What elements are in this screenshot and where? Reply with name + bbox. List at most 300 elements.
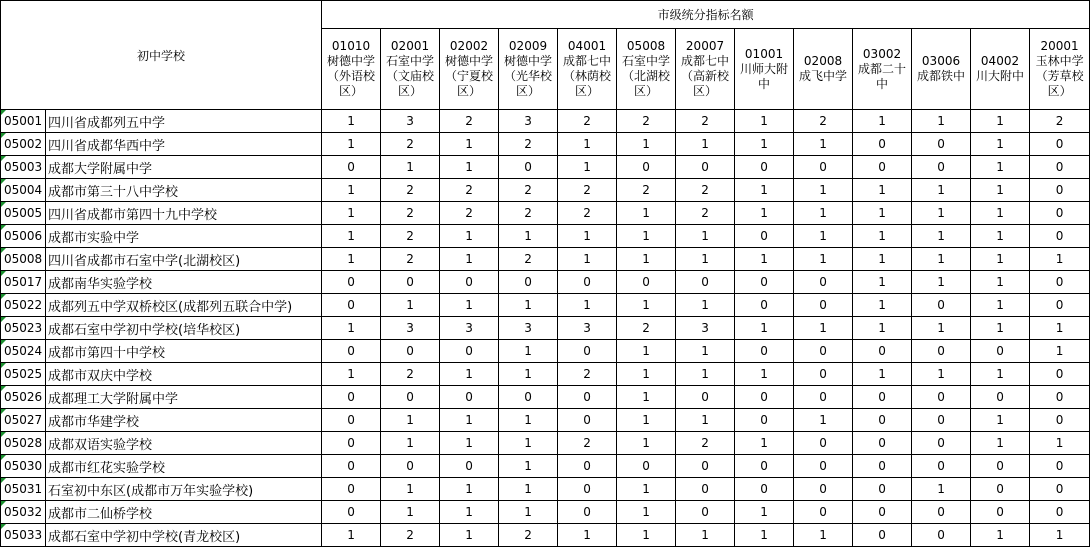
- school-code-cell[interactable]: 05005: [1, 202, 46, 225]
- quota-cell[interactable]: 0: [735, 271, 794, 294]
- school-name-cell[interactable]: 成都石室中学初中学校(青龙校区): [46, 524, 322, 547]
- quota-cell[interactable]: 0: [1030, 179, 1090, 202]
- quota-cell[interactable]: 2: [499, 133, 558, 156]
- quota-cell[interactable]: 1: [735, 501, 794, 524]
- quota-cell[interactable]: 2: [381, 248, 440, 271]
- quota-cell[interactable]: 0: [1030, 409, 1090, 432]
- column-header-04001[interactable]: [558, 29, 617, 110]
- quota-cell[interactable]: 3: [381, 110, 440, 133]
- quota-cell[interactable]: 0: [440, 386, 499, 409]
- quota-cell[interactable]: 2: [440, 179, 499, 202]
- quota-cell[interactable]: 0: [1030, 294, 1090, 317]
- school-name-cell[interactable]: 四川省成都列五中学: [46, 110, 322, 133]
- school-code-cell[interactable]: 05008: [1, 248, 46, 271]
- quota-cell[interactable]: 0: [440, 340, 499, 363]
- quota-cell[interactable]: 1: [322, 202, 381, 225]
- quota-cell[interactable]: 0: [971, 340, 1030, 363]
- quota-cell[interactable]: 0: [676, 501, 735, 524]
- quota-cell[interactable]: 1: [440, 133, 499, 156]
- quota-cell[interactable]: 1: [499, 294, 558, 317]
- quota-cell[interactable]: 0: [853, 340, 912, 363]
- quota-cell[interactable]: 1: [912, 248, 971, 271]
- quota-cell[interactable]: 1: [558, 248, 617, 271]
- quota-cell[interactable]: 1: [499, 409, 558, 432]
- quota-cell[interactable]: 1: [912, 202, 971, 225]
- quota-cell[interactable]: 1: [735, 432, 794, 455]
- quota-cell[interactable]: 2: [617, 179, 676, 202]
- quota-cell[interactable]: 1: [735, 202, 794, 225]
- school-code-cell[interactable]: 05023: [1, 317, 46, 340]
- quota-cell[interactable]: 1: [853, 179, 912, 202]
- quota-cell[interactable]: 2: [558, 432, 617, 455]
- quota-cell[interactable]: 1: [440, 294, 499, 317]
- quota-cell[interactable]: 0: [381, 340, 440, 363]
- quota-cell[interactable]: 2: [440, 110, 499, 133]
- quota-cell[interactable]: 1: [499, 478, 558, 501]
- quota-cell[interactable]: 1: [381, 501, 440, 524]
- quota-cell[interactable]: 1: [676, 248, 735, 271]
- quota-cell[interactable]: 3: [381, 317, 440, 340]
- quota-cell[interactable]: 0: [912, 409, 971, 432]
- quota-cell[interactable]: 2: [381, 363, 440, 386]
- quota-cell[interactable]: 0: [735, 455, 794, 478]
- quota-cell[interactable]: 1: [912, 271, 971, 294]
- quota-cell[interactable]: 1: [1030, 317, 1090, 340]
- quota-cell[interactable]: 1: [1030, 432, 1090, 455]
- quota-cell[interactable]: 2: [499, 202, 558, 225]
- quota-cell[interactable]: 3: [558, 317, 617, 340]
- quota-cell[interactable]: 0: [1030, 386, 1090, 409]
- quota-cell[interactable]: 1: [499, 455, 558, 478]
- quota-cell[interactable]: 0: [794, 455, 853, 478]
- school-code-cell[interactable]: 05022: [1, 294, 46, 317]
- quota-cell[interactable]: 1: [381, 432, 440, 455]
- quota-cell[interactable]: 1: [853, 202, 912, 225]
- column-header-20001[interactable]: [1030, 29, 1090, 110]
- quota-cell[interactable]: 2: [676, 202, 735, 225]
- quota-cell[interactable]: 1: [499, 501, 558, 524]
- quota-cell[interactable]: 1: [617, 133, 676, 156]
- column-header-05008[interactable]: [617, 29, 676, 110]
- quota-cell[interactable]: 0: [322, 455, 381, 478]
- school-name-cell[interactable]: 石室初中东区(成都市万年实验学校): [46, 478, 322, 501]
- school-code-cell[interactable]: 05002: [1, 133, 46, 156]
- quota-cell[interactable]: 2: [794, 110, 853, 133]
- quota-cell[interactable]: 3: [499, 110, 558, 133]
- quota-cell[interactable]: 1: [499, 363, 558, 386]
- school-name-cell[interactable]: 成都市实验中学: [46, 225, 322, 248]
- school-code-cell[interactable]: 05024: [1, 340, 46, 363]
- quota-cell[interactable]: 1: [381, 478, 440, 501]
- school-code-cell[interactable]: 05026: [1, 386, 46, 409]
- school-name-cell[interactable]: 成都市第四十中学校: [46, 340, 322, 363]
- quota-cell[interactable]: 1: [853, 271, 912, 294]
- quota-cell[interactable]: 0: [794, 363, 853, 386]
- quota-cell[interactable]: 2: [381, 202, 440, 225]
- quota-cell[interactable]: 0: [971, 386, 1030, 409]
- quota-cell[interactable]: 1: [971, 524, 1030, 547]
- column-header-02008[interactable]: [794, 29, 853, 110]
- school-code-cell[interactable]: 05027: [1, 409, 46, 432]
- quota-cell[interactable]: 0: [794, 340, 853, 363]
- quota-cell[interactable]: 1: [735, 110, 794, 133]
- quota-cell[interactable]: 1: [971, 110, 1030, 133]
- quota-cell[interactable]: 0: [853, 156, 912, 179]
- quota-cell[interactable]: 1: [676, 409, 735, 432]
- quota-cell[interactable]: 1: [735, 317, 794, 340]
- quota-cell[interactable]: 1: [735, 363, 794, 386]
- quota-cell[interactable]: 0: [853, 409, 912, 432]
- quota-cell[interactable]: 1: [322, 363, 381, 386]
- quota-cell[interactable]: 2: [1030, 110, 1090, 133]
- quota-cell[interactable]: 1: [440, 478, 499, 501]
- quota-cell[interactable]: 1: [735, 179, 794, 202]
- quota-cell[interactable]: 0: [971, 478, 1030, 501]
- quota-cell[interactable]: 1: [617, 432, 676, 455]
- quota-cell[interactable]: 0: [676, 478, 735, 501]
- quota-cell[interactable]: 1: [676, 225, 735, 248]
- school-code-cell[interactable]: 05030: [1, 455, 46, 478]
- quota-cell[interactable]: 1: [617, 225, 676, 248]
- quota-cell[interactable]: 2: [381, 225, 440, 248]
- quota-cell[interactable]: 2: [676, 110, 735, 133]
- quota-cell[interactable]: 1: [971, 409, 1030, 432]
- quota-cell[interactable]: 1: [617, 501, 676, 524]
- quota-cell[interactable]: 0: [499, 271, 558, 294]
- school-name-cell[interactable]: 成都理工大学附属中学: [46, 386, 322, 409]
- quota-cell[interactable]: 0: [440, 455, 499, 478]
- quota-cell[interactable]: 1: [971, 248, 1030, 271]
- quota-cell[interactable]: 0: [1030, 455, 1090, 478]
- quota-cell[interactable]: 1: [558, 294, 617, 317]
- column-header-03002[interactable]: [853, 29, 912, 110]
- quota-cell[interactable]: 1: [499, 340, 558, 363]
- quota-cell[interactable]: 1: [676, 133, 735, 156]
- school-code-cell[interactable]: 05025: [1, 363, 46, 386]
- quota-cell[interactable]: 1: [912, 317, 971, 340]
- quota-cell[interactable]: 1: [617, 363, 676, 386]
- quota-cell[interactable]: 0: [735, 294, 794, 317]
- quota-cell[interactable]: 1: [971, 179, 1030, 202]
- quota-cell[interactable]: 1: [440, 248, 499, 271]
- quota-cell[interactable]: 1: [971, 202, 1030, 225]
- quota-cell[interactable]: 0: [735, 478, 794, 501]
- quota-cell[interactable]: 1: [617, 294, 676, 317]
- quota-cell[interactable]: 0: [794, 271, 853, 294]
- quota-cell[interactable]: 1: [617, 248, 676, 271]
- quota-cell[interactable]: 1: [853, 225, 912, 248]
- quota-cell[interactable]: 1: [558, 225, 617, 248]
- quota-cell[interactable]: 0: [912, 455, 971, 478]
- quota-cell[interactable]: 0: [794, 478, 853, 501]
- quota-cell[interactable]: 0: [853, 432, 912, 455]
- quota-cell[interactable]: 1: [735, 524, 794, 547]
- column-header-04002[interactable]: [971, 29, 1030, 110]
- column-header-02001[interactable]: [381, 29, 440, 110]
- quota-cell[interactable]: 2: [676, 432, 735, 455]
- quota-cell[interactable]: 1: [322, 524, 381, 547]
- quota-cell[interactable]: 1: [1030, 248, 1090, 271]
- school-name-cell[interactable]: 成都列五中学双桥校区(成都列五联合中学): [46, 294, 322, 317]
- quota-cell[interactable]: 0: [440, 271, 499, 294]
- quota-cell[interactable]: 0: [912, 294, 971, 317]
- quota-cell[interactable]: 0: [735, 340, 794, 363]
- quota-cell[interactable]: 1: [853, 363, 912, 386]
- quota-cell[interactable]: 2: [558, 110, 617, 133]
- quota-cell[interactable]: 0: [794, 432, 853, 455]
- school-code-cell[interactable]: 05001: [1, 110, 46, 133]
- quota-cell[interactable]: 0: [499, 156, 558, 179]
- school-code-cell[interactable]: 05033: [1, 524, 46, 547]
- quota-cell[interactable]: 1: [440, 501, 499, 524]
- quota-cell[interactable]: 1: [853, 317, 912, 340]
- quota-cell[interactable]: 1: [558, 133, 617, 156]
- quota-cell[interactable]: 1: [676, 340, 735, 363]
- quota-cell[interactable]: 0: [676, 156, 735, 179]
- school-name-cell[interactable]: 四川省成都市石室中学(北湖校区): [46, 248, 322, 271]
- quota-cell[interactable]: 1: [617, 340, 676, 363]
- quota-title-header[interactable]: 市级统分指标名额: [322, 1, 1090, 29]
- column-header-01001[interactable]: [735, 29, 794, 110]
- quota-cell[interactable]: 0: [912, 432, 971, 455]
- quota-cell[interactable]: 0: [381, 386, 440, 409]
- quota-cell[interactable]: 3: [499, 317, 558, 340]
- quota-cell[interactable]: 1: [794, 524, 853, 547]
- quota-cell[interactable]: 2: [499, 248, 558, 271]
- quota-cell[interactable]: 0: [912, 524, 971, 547]
- quota-cell[interactable]: 3: [440, 317, 499, 340]
- quota-cell[interactable]: 0: [912, 501, 971, 524]
- quota-cell[interactable]: 1: [853, 294, 912, 317]
- quota-cell[interactable]: 2: [558, 363, 617, 386]
- quota-cell[interactable]: 0: [322, 409, 381, 432]
- quota-cell[interactable]: 0: [322, 501, 381, 524]
- quota-cell[interactable]: 0: [1030, 202, 1090, 225]
- quota-cell[interactable]: 1: [617, 202, 676, 225]
- quota-cell[interactable]: 0: [794, 501, 853, 524]
- quota-cell[interactable]: 1: [1030, 340, 1090, 363]
- quota-cell[interactable]: 0: [322, 294, 381, 317]
- quota-cell[interactable]: 0: [617, 271, 676, 294]
- quota-cell[interactable]: 0: [853, 478, 912, 501]
- quota-cell[interactable]: 1: [971, 363, 1030, 386]
- quota-cell[interactable]: 1: [794, 225, 853, 248]
- quota-cell[interactable]: 1: [617, 524, 676, 547]
- quota-cell[interactable]: 1: [499, 432, 558, 455]
- school-column-header[interactable]: 初中学校: [1, 1, 322, 110]
- quota-cell[interactable]: 1: [1030, 524, 1090, 547]
- quota-cell[interactable]: 0: [853, 524, 912, 547]
- column-header-01010[interactable]: [322, 29, 381, 110]
- quota-cell[interactable]: 3: [676, 317, 735, 340]
- quota-cell[interactable]: 1: [794, 317, 853, 340]
- school-name-cell[interactable]: 成都市二仙桥学校: [46, 501, 322, 524]
- quota-cell[interactable]: 1: [676, 524, 735, 547]
- quota-cell[interactable]: 0: [735, 409, 794, 432]
- quota-cell[interactable]: 0: [558, 340, 617, 363]
- quota-cell[interactable]: 1: [440, 363, 499, 386]
- quota-cell[interactable]: 1: [912, 363, 971, 386]
- column-header-02009[interactable]: [499, 29, 558, 110]
- quota-cell[interactable]: 2: [440, 202, 499, 225]
- quota-cell[interactable]: 0: [853, 386, 912, 409]
- quota-cell[interactable]: 0: [912, 156, 971, 179]
- quota-cell[interactable]: 1: [794, 409, 853, 432]
- quota-cell[interactable]: 0: [617, 455, 676, 478]
- quota-cell[interactable]: 1: [971, 271, 1030, 294]
- school-code-cell[interactable]: 05006: [1, 225, 46, 248]
- quota-cell[interactable]: 2: [381, 179, 440, 202]
- quota-cell[interactable]: 0: [676, 386, 735, 409]
- quota-cell[interactable]: 1: [912, 179, 971, 202]
- school-name-cell[interactable]: 成都大学附属中学: [46, 156, 322, 179]
- quota-cell[interactable]: 1: [440, 225, 499, 248]
- quota-cell[interactable]: 0: [794, 386, 853, 409]
- school-name-cell[interactable]: 四川省成都华西中学: [46, 133, 322, 156]
- quota-cell[interactable]: 0: [558, 386, 617, 409]
- column-header-03006[interactable]: [912, 29, 971, 110]
- quota-cell[interactable]: 0: [381, 271, 440, 294]
- quota-cell[interactable]: 2: [676, 179, 735, 202]
- quota-cell[interactable]: 1: [853, 110, 912, 133]
- quota-cell[interactable]: 0: [558, 271, 617, 294]
- school-code-cell[interactable]: 05017: [1, 271, 46, 294]
- quota-cell[interactable]: 2: [381, 133, 440, 156]
- quota-cell[interactable]: 1: [735, 133, 794, 156]
- quota-cell[interactable]: 1: [322, 225, 381, 248]
- quota-cell[interactable]: 1: [853, 248, 912, 271]
- quota-cell[interactable]: 1: [322, 179, 381, 202]
- quota-cell[interactable]: 0: [1030, 271, 1090, 294]
- quota-cell[interactable]: 2: [558, 179, 617, 202]
- quota-cell[interactable]: 0: [1030, 501, 1090, 524]
- quota-cell[interactable]: 1: [676, 363, 735, 386]
- school-code-cell[interactable]: 05032: [1, 501, 46, 524]
- quota-cell[interactable]: 0: [558, 501, 617, 524]
- quota-cell[interactable]: 0: [794, 156, 853, 179]
- quota-cell[interactable]: 1: [617, 386, 676, 409]
- quota-cell[interactable]: 1: [617, 409, 676, 432]
- quota-cell[interactable]: 0: [912, 386, 971, 409]
- quota-cell[interactable]: 1: [440, 409, 499, 432]
- school-name-cell[interactable]: 成都南华实验学校: [46, 271, 322, 294]
- quota-cell[interactable]: 1: [971, 294, 1030, 317]
- quota-cell[interactable]: 0: [971, 501, 1030, 524]
- column-header-20007[interactable]: [676, 29, 735, 110]
- quota-cell[interactable]: 1: [558, 156, 617, 179]
- quota-cell[interactable]: 1: [971, 432, 1030, 455]
- quota-cell[interactable]: 1: [912, 478, 971, 501]
- quota-cell[interactable]: 0: [322, 271, 381, 294]
- quota-cell[interactable]: 2: [617, 317, 676, 340]
- quota-cell[interactable]: 1: [499, 225, 558, 248]
- quota-cell[interactable]: 0: [1030, 478, 1090, 501]
- quota-cell[interactable]: 0: [1030, 133, 1090, 156]
- quota-cell[interactable]: 1: [322, 110, 381, 133]
- quota-cell[interactable]: 1: [440, 524, 499, 547]
- quota-cell[interactable]: 1: [971, 156, 1030, 179]
- quota-cell[interactable]: 1: [971, 317, 1030, 340]
- quota-cell[interactable]: 0: [853, 501, 912, 524]
- quota-cell[interactable]: 1: [794, 202, 853, 225]
- quota-cell[interactable]: 0: [676, 271, 735, 294]
- quota-cell[interactable]: 0: [322, 386, 381, 409]
- quota-cell[interactable]: 0: [499, 386, 558, 409]
- quota-cell[interactable]: 0: [617, 156, 676, 179]
- school-code-cell[interactable]: 05028: [1, 432, 46, 455]
- quota-cell[interactable]: 2: [558, 202, 617, 225]
- school-name-cell[interactable]: 成都市双庆中学校: [46, 363, 322, 386]
- school-name-cell[interactable]: 成都市红花实验学校: [46, 455, 322, 478]
- quota-cell[interactable]: 1: [381, 409, 440, 432]
- school-name-cell[interactable]: 成都石室中学初中学校(培华校区): [46, 317, 322, 340]
- school-name-cell[interactable]: 成都双语实验学校: [46, 432, 322, 455]
- school-code-cell[interactable]: 05031: [1, 478, 46, 501]
- column-header-02002[interactable]: [440, 29, 499, 110]
- quota-cell[interactable]: 0: [381, 455, 440, 478]
- quota-cell[interactable]: 0: [676, 455, 735, 478]
- quota-cell[interactable]: 0: [794, 294, 853, 317]
- quota-cell[interactable]: 1: [794, 248, 853, 271]
- quota-cell[interactable]: 1: [971, 225, 1030, 248]
- quota-cell[interactable]: 1: [440, 432, 499, 455]
- quota-cell[interactable]: 2: [499, 179, 558, 202]
- quota-cell[interactable]: 1: [558, 524, 617, 547]
- quota-cell[interactable]: 1: [381, 294, 440, 317]
- quota-cell[interactable]: 1: [912, 225, 971, 248]
- quota-cell[interactable]: 0: [558, 409, 617, 432]
- school-code-cell[interactable]: 05004: [1, 179, 46, 202]
- quota-cell[interactable]: 1: [440, 156, 499, 179]
- quota-cell[interactable]: 0: [322, 478, 381, 501]
- quota-cell[interactable]: 1: [794, 179, 853, 202]
- quota-cell[interactable]: 0: [735, 225, 794, 248]
- quota-cell[interactable]: 1: [676, 294, 735, 317]
- quota-cell[interactable]: 0: [322, 156, 381, 179]
- quota-cell[interactable]: 1: [971, 133, 1030, 156]
- quota-cell[interactable]: 0: [853, 133, 912, 156]
- quota-cell[interactable]: 0: [735, 156, 794, 179]
- quota-cell[interactable]: 1: [794, 133, 853, 156]
- quota-cell[interactable]: 0: [558, 455, 617, 478]
- school-code-cell[interactable]: 05003: [1, 156, 46, 179]
- quota-cell[interactable]: 0: [1030, 363, 1090, 386]
- quota-cell[interactable]: 1: [912, 110, 971, 133]
- quota-cell[interactable]: 1: [735, 248, 794, 271]
- quota-cell[interactable]: 1: [322, 248, 381, 271]
- quota-cell[interactable]: 0: [1030, 156, 1090, 179]
- quota-cell[interactable]: 0: [558, 478, 617, 501]
- school-name-cell[interactable]: 四川省成都市第四十九中学校: [46, 202, 322, 225]
- quota-cell[interactable]: 0: [912, 133, 971, 156]
- quota-cell[interactable]: 0: [322, 432, 381, 455]
- school-name-cell[interactable]: 成都市华建学校: [46, 409, 322, 432]
- quota-cell[interactable]: 1: [381, 156, 440, 179]
- quota-cell[interactable]: 2: [617, 110, 676, 133]
- quota-cell[interactable]: 0: [853, 455, 912, 478]
- quota-cell[interactable]: 1: [322, 133, 381, 156]
- quota-cell[interactable]: 0: [912, 340, 971, 363]
- quota-cell[interactable]: 1: [322, 317, 381, 340]
- quota-cell[interactable]: 1: [617, 478, 676, 501]
- quota-cell[interactable]: 2: [381, 524, 440, 547]
- quota-cell[interactable]: 2: [499, 524, 558, 547]
- quota-cell[interactable]: 0: [322, 340, 381, 363]
- quota-cell[interactable]: 0: [735, 386, 794, 409]
- school-name-cell[interactable]: 成都市第三十八中学校: [46, 179, 322, 202]
- quota-cell[interactable]: 0: [1030, 225, 1090, 248]
- quota-cell[interactable]: 0: [971, 455, 1030, 478]
